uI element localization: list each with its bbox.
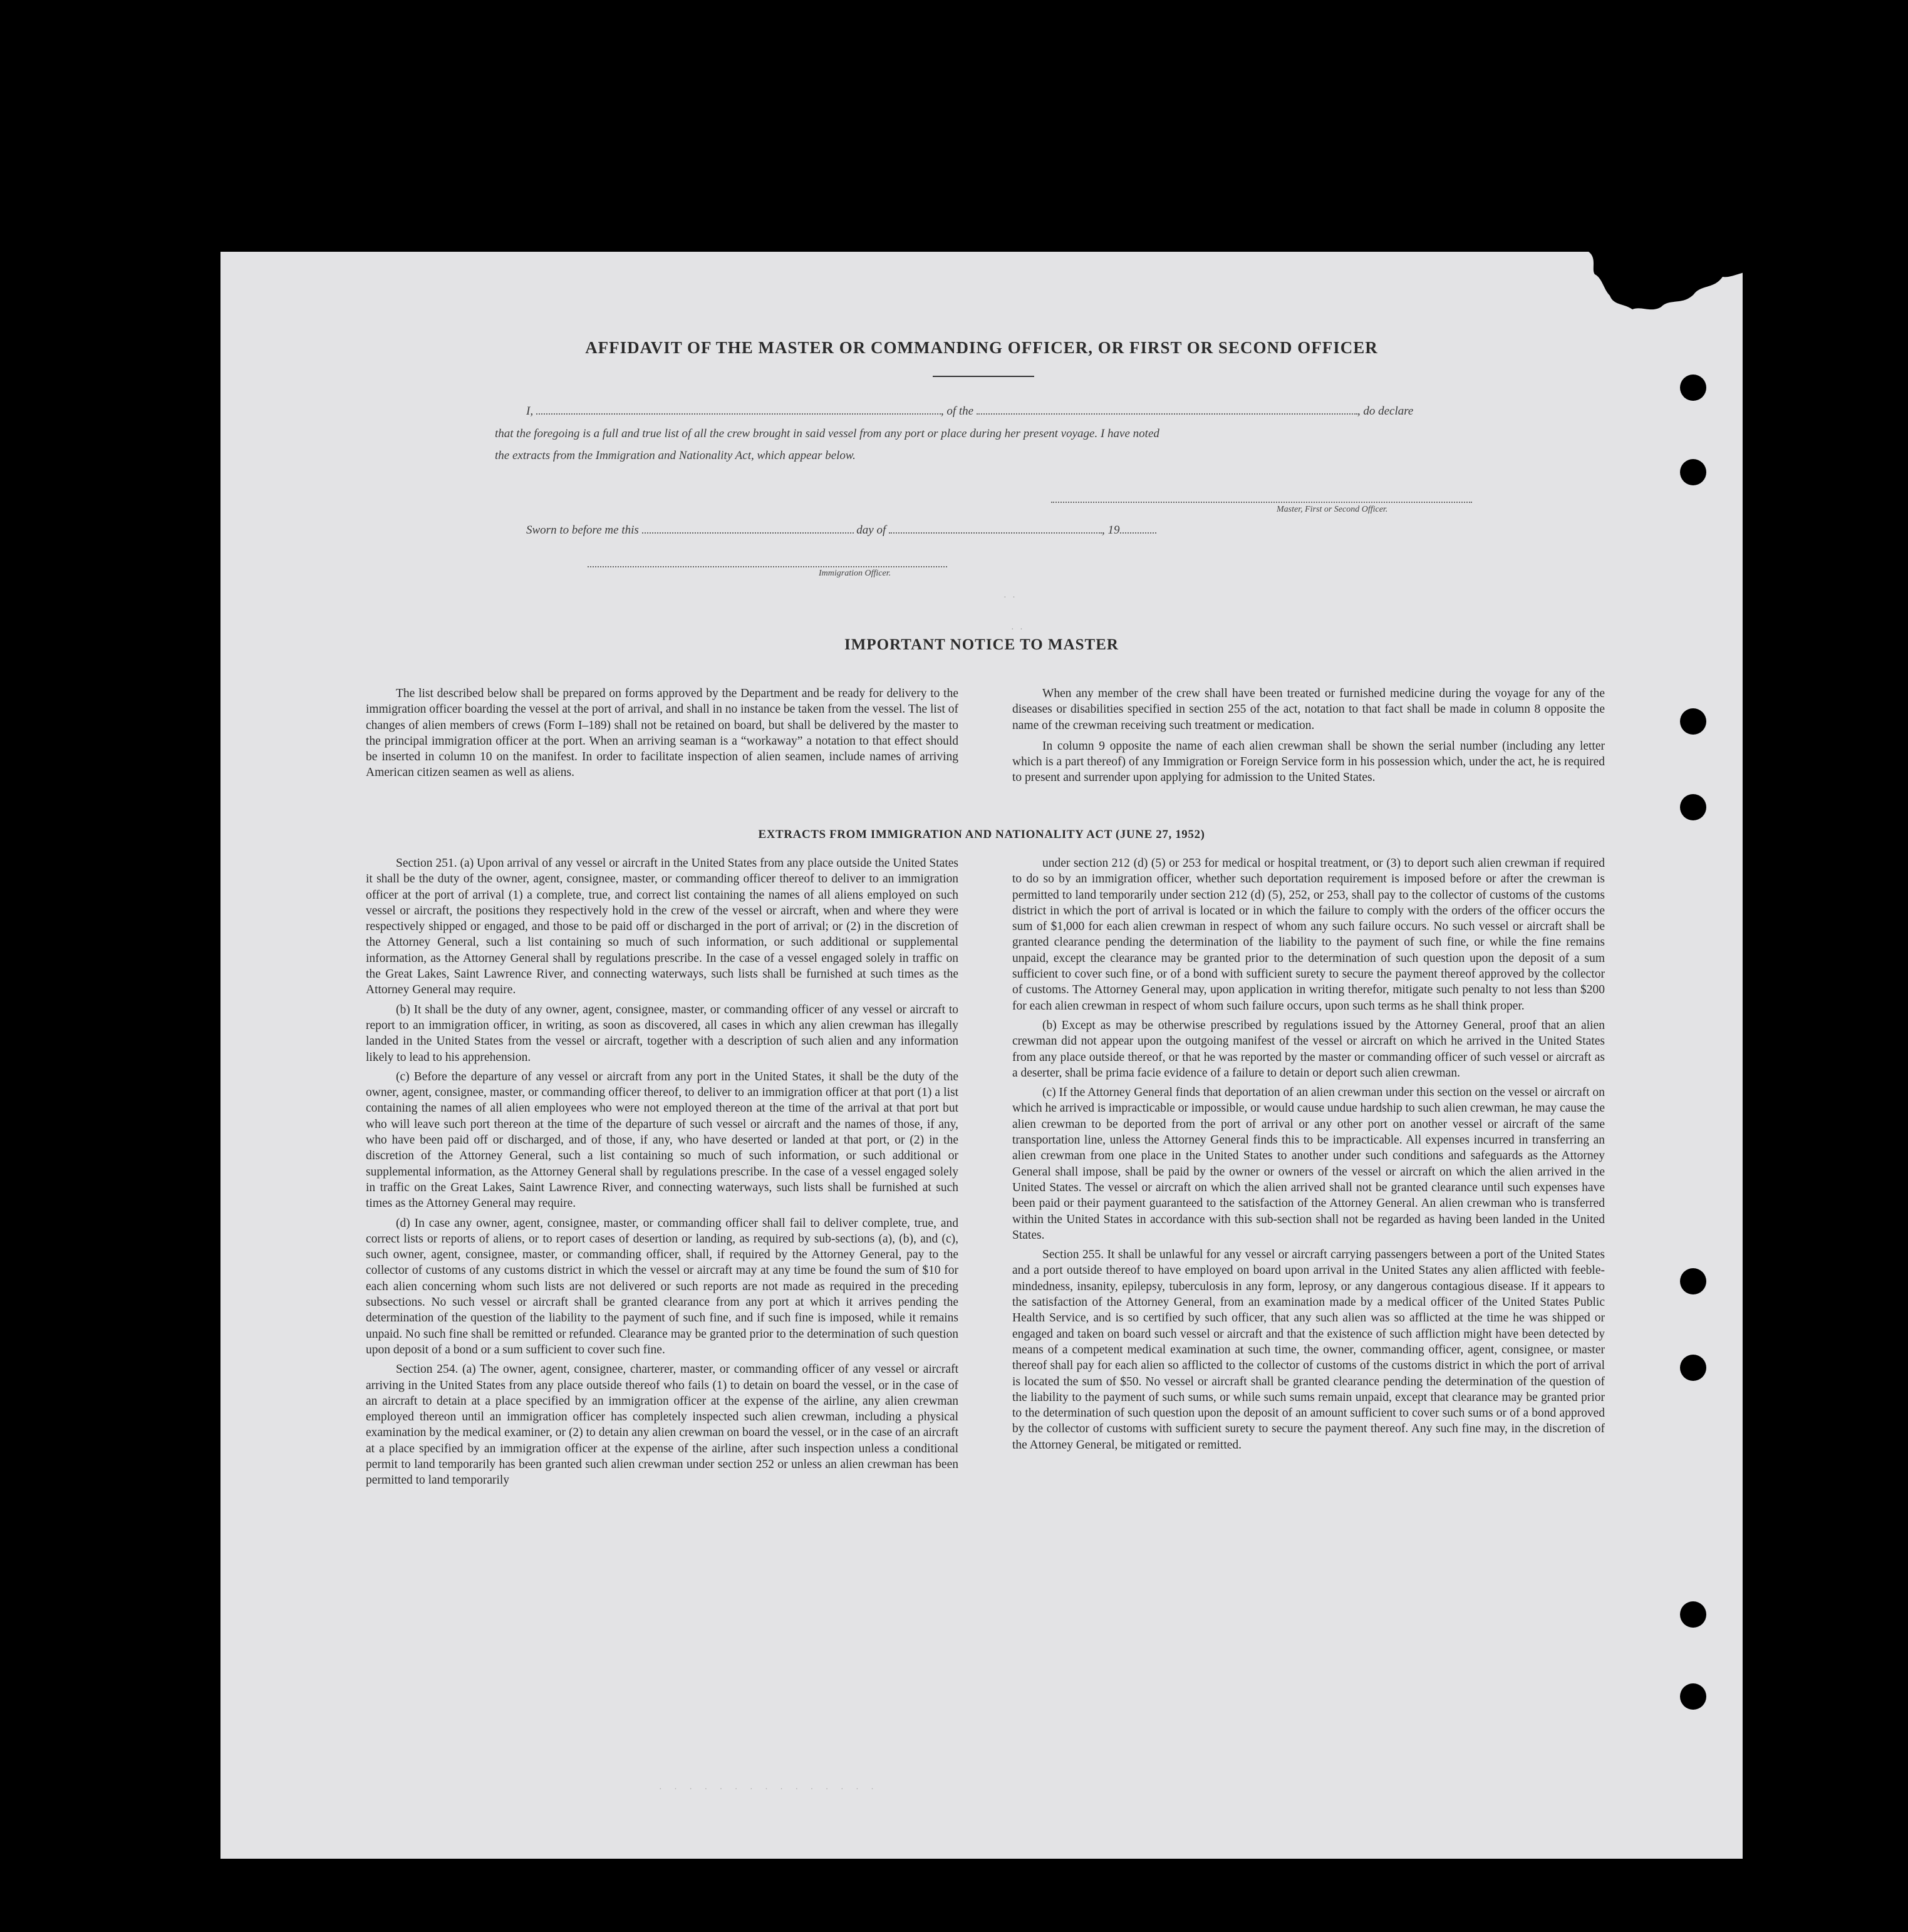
extracts-right-column [1012, 855, 1605, 1457]
act-paragraph: (d) In case any owner, agent, consignee, master, or commanding officer shall fail to deliver complete, true, and correct lists or reports of aliens, or to report cases of desertion or landing, as required by sub-sections (a), (b), and (c), such owner, agent, consignee, master, or commanding officer, shall, if required by the Attorney General, pay to the collector of customs of any customs district in which the vessel or aircraft may at any time be found the sum of $10 for each alien concerning whom such lists are not delivered or such reports are not made as required in the preceding subsections. No such vessel or aircraft shall be granted clearance from any port at which it arrives pending the determination of the question of the liability to the payment of such fine, and if such fine is imposed, while it remains unpaid. No such fine shall be remitted or refunded. Clearance may be granted prior to the determination of such question upon deposit of a bond or a sum sufficient to cover such fine. [366, 1216, 958, 1356]
extracts-title: EXTRACTS FROM IMMIGRATION AND NATIONALITY ACT (JUNE 27, 1952) [758, 828, 1205, 841]
act-paragraph: (b) It shall be the duty of any owner, agent, consignee, master, or commanding officer of any vessel or aircraft to report to an immigration officer, in writing, as soon as discovered, all cases in which any alien crewman has illegally landed in the United States from the vessel or aircraft, together with a description of such alien and any information likely to lead to his apprehension. [366, 1003, 958, 1064]
master-signature-line[interactable] [1051, 502, 1472, 503]
punch-hole [1680, 794, 1706, 820]
bleed-through-text: · · · · · · · · · · · · · · · [659, 1785, 879, 1794]
affidavit-line-2: that the foregoing is a full and true list of all the crew brought in said vessel from any port or place during her present voyage. I have noted [495, 427, 1159, 440]
notice-paragraph: The list described below shall be prepared on forms approved by the Department and be ready for delivery to the immigration officer boarding the vessel at the port of arrival, and shall in no instance be taken from the vessel. The list of changes of alien members of crews (Form I–189) shall not be retained on board, but shall be delivered by the master to the principal immigration officer at the port. When an arriving seaman is a “workaway” a notation to that effect should be inserted in column 10 on the manifest. In order to facilitate inspection of alien seamen, include names of arriving American citizen seamen as well as aliens. [366, 687, 958, 780]
officer-signature-line[interactable] [588, 566, 947, 567]
torn-corner [1589, 245, 1751, 314]
affidavit-title: AFFIDAVIT OF THE MASTER OR COMMANDING OFFICER, OR FIRST OR SECOND OFFICER [585, 338, 1378, 357]
act-paragraph: Section 251. (a) Upon arrival of any vessel or aircraft in the United States from any place outside the United States it shall be the duty of the owner, agent, consignee, master, or commanding officer thereof to deliver to an immigration officer at the port of arrival (1) a complete, true, and correct list containing the names of all aliens employed on such vessel or aircraft, the positions they respectively hold in the crew of the vessel or aircraft, when and where they were respectively shipped or engaged, and those to be paid off or discharged in the port of arrival; or (2) in the discretion of the Attorney General, such a list containing so much of such information, or such additional or supplemental information, as the Attorney General shall by regulations prescribe. In the case of a vessel engaged solely in traffic on the Great Lakes, Saint Lawrence River, and connecting waterways, such lists shall be furnished at such times as the Attorney General may require. [366, 857, 958, 997]
affidavit-line-1 [526, 405, 1413, 418]
notice-right-column [1012, 686, 1605, 791]
act-paragraph: (c) If the Attorney General finds that deportation of an alien crewman under this section on the vessel or aircraft on which he arrived is impracticable or impossible, or would cause undue hardship to such alien crewman, he may cause the alien crewman to be deported from the port of arrival or any other port on another vessel or aircraft of the same transportation line, unless the Attorney General finds this to be impracticable. All expenses incurred in transferring an alien crewman from one place in the United States to another under such conditions and safeguards as the Attorney General shall impose, shall be paid by the owner or owners of the vessel or aircraft on which the alien arrived in the United States. The vessel or aircraft on which the alien arrived shall not be granted clearance until such expenses have been paid or their payment guaranteed to the satisfaction of the Attorney General. An alien crewman who is transferred within the United States in accordance with this sub-section shall not be regarded as having been landed in the United States. [1012, 1086, 1605, 1242]
act-paragraph: (b) Except as may be otherwise prescribed by regulations issued by the Attorney General, proof that an alien crewman did not appear upon the outgoing manifest of the vessel or aircraft on which he arrived in the United States from any place outside thereof, or that he was reported by the master or commanding officer of such vessel or aircraft as a deserter, shall be prima facie evidence of a failure to detain or deport such alien crewman. [1012, 1018, 1605, 1080]
vessel-name-field[interactable] [977, 405, 1357, 415]
notice-left-column [366, 686, 958, 786]
act-paragraph: under section 212 (d) (5) or 253 for medical or hospital treatment, or (3) to deport such alien crewman if required to do so by an immigration officer, whether such deportation requirement is imposed before or after the crewman is permitted to land temporarily under section 212 (d) (5), 252, or 253, shall pay to the collector of customs of the customs district in which the port of arrival is located or in which the failure to comply with the orders of the officer occurs the sum of $1,000 for each alien crewman in respect of whom any such failure occurs. No such vessel or aircraft shall be granted clearance pending the determination of the liability to the payment of such fine, or while the fine remains unpaid, except the clearance may be granted prior to the determination of such question upon the deposit of a sum sufficient to cover such fine, or of a bond with sufficient surety to secure the payment thereof approved by the collector of customs. The Attorney General may, upon application in writing therefor, mitigate such penalty to not less than $200 for each alien crewman in respect of whom such failure occurs, upon such terms as he shall think proper. [1012, 857, 1605, 1013]
sworn-month-field[interactable] [889, 524, 1102, 534]
punch-hole [1680, 1268, 1706, 1294]
title-rule [933, 376, 1034, 377]
affidavit-line-3: the extracts from the Immigration and Nationality Act, which appear below. [495, 449, 856, 462]
punch-hole [1680, 1601, 1706, 1628]
of-the-label: , of the [940, 405, 974, 418]
officer-caption: Immigration Officer. [819, 569, 891, 578]
sworn-day-field[interactable] [642, 524, 854, 534]
year-label: , 19 [1102, 524, 1120, 537]
declare-label: , do declare [1357, 405, 1414, 418]
faint-mark: · · [1003, 593, 1017, 602]
act-paragraph: Section 254. (a) The owner, agent, consignee, charterer, master, or commanding officer of any vessel or aircraft arriving in the United States from any place outside thereof who fails (1) to detain on board the vessel, or in the case of an aircraft to detain at a place specified by an immigration officer at the expense of the airline, any alien crewman employed thereon until an immigration officer has completely inspected such alien crewman, including a physical examination by the medical examiner, or (2) to detain any alien crewman on board the vessel, or in the case of an aircraft at a place specified by an immigration officer at the expense of the airline, after such inspection unless a conditional permit to land temporarily has been granted such alien crewman under section 252 or unless an alien crewman has been permitted to land temporarily [366, 1363, 958, 1487]
punch-hole [1680, 1683, 1706, 1710]
document-page [220, 252, 1743, 1859]
master-caption: Master, First or Second Officer. [1277, 505, 1388, 514]
faint-mark: · · [1011, 625, 1025, 634]
notice-title: IMPORTANT NOTICE TO MASTER [844, 636, 1119, 653]
sworn-line [526, 524, 1156, 537]
punch-hole [1680, 375, 1706, 401]
sworn-label: Sworn to before me this [526, 524, 639, 537]
punch-hole [1680, 708, 1706, 735]
declarant-label: I, [526, 405, 534, 418]
act-paragraph: Section 255. It shall be unlawful for any vessel or aircraft carrying passengers between a port of the United States and a port outside thereof to have employed on board upon arrival in the United States any alien afflicted with feeble-mindedness, insanity, epilepsy, tuberculosis in any form, leprosy, or any dangerous contagious disease. If it appears to the satisfaction of the Attorney General, from an examination made by a medical officer of the United States Public Health Service, and is so certified by such officer, that any such alien was so afflicted at the time he was shipped or engaged and taken on board such vessel or aircraft and that the existence of such affliction might have been detected by means of a competent medical examination at such time, the owner, commanding officer, agent, consignee, or master thereof shall pay for each alien so afflicted to the collector of customs of the customs district in which the port of arrival is located the sum of $50. No vessel or aircraft shall be granted clearance pending the determination of the question of the liability to the payment of such sums, or while such sums remain unpaid, except that clearance may be granted prior to the determination of such question upon the deposit of an amount sufficient to cover such sums or of a bond approved by the collector of customs with sufficient surety to secure the payment thereof. Any such fine may, in the discretion of the Attorney General, be mitigated or remitted. [1012, 1248, 1605, 1452]
declarant-name-field[interactable] [536, 405, 941, 415]
extracts-left-column [366, 855, 958, 1492]
act-paragraph: (c) Before the departure of any vessel or aircraft from any port in the United States, it shall be the duty of the owner, agent, consignee, master, or commanding officer thereof, to deliver to an immigration officer at that port (1) a list containing the names of all alien employees who were not employed thereon at the time of the arrival at that port but who will leave such port thereon at the time of the departure of such vessel or aircraft and the names of those, if any, who have been paid off or discharged, and of those, if any, who have deserted or landed at that port, or (2) in the discretion of the Attorney General, such a list containing so much of such information, or such additional or supplemental information, as the Attorney General shall by regulations prescribe. In the case of a vessel engaged solely in traffic on the Great Lakes, Saint Lawrence River, and connecting waterways, such lists shall be furnished at such times as the Attorney General may require. [366, 1070, 958, 1211]
notice-paragraph: When any member of the crew shall have been treated or furnished medicine during the voyage for any of the diseases or disabilities specified in section 255 of the act, notation to that fact shall be made in column 8 opposite the name of the crewman receiving such treatment or medication. [1012, 687, 1605, 732]
punch-hole [1680, 459, 1706, 485]
punch-hole [1680, 1355, 1706, 1381]
sworn-year-field[interactable] [1120, 524, 1156, 534]
day-of-label: day of [856, 524, 886, 537]
notice-paragraph: In column 9 opposite the name of each alien crewman shall be shown the serial number (including any letter which is a part thereof) of any Immigration or Foreign Service form in his possession which, under the act, he is required to present and surrender upon applying for admission to the United States. [1012, 739, 1605, 785]
